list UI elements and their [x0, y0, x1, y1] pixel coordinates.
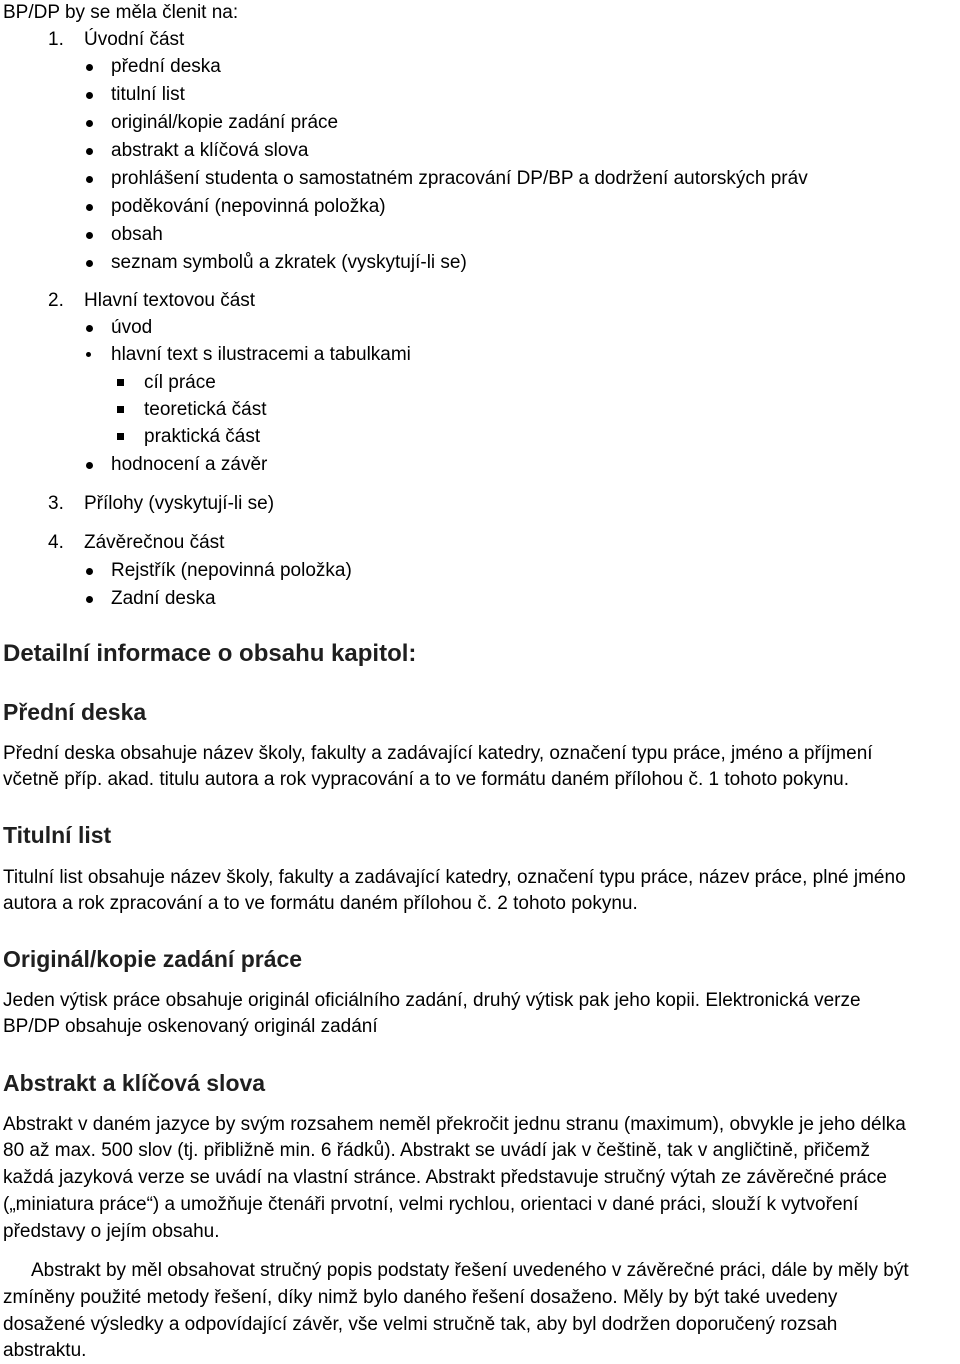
paragraph-line: autora a rok zpracování a to ve formátu daném přílohou č. 2 tohoto pokynu. [3, 893, 638, 914]
bullet-icon [86, 232, 93, 239]
paragraph-line: Přední deska obsahuje název školy, fakulty a zadávající katedry, označení typu práce, jméno a příjmení [3, 743, 873, 764]
section-title: Závěrečnou část [84, 532, 225, 553]
list-item: přední deska [111, 56, 221, 77]
list-item: originál/kopie zadání práce [111, 112, 339, 133]
paragraph-line: 80 až max. 500 slov (tj. přibližně min. 6 řádků). Abstrakt se uvádí jak v češtině, tak v angličtině, přičemž [3, 1140, 870, 1161]
section-heading: Přední deska [3, 699, 147, 725]
list-item: Rejstřík (nepovinná položka) [111, 560, 352, 581]
paragraph-line: Abstrakt by měl obsahovat stručný popis podstaty řešení uvedeného v závěrečné práci, dále by měly být [31, 1260, 909, 1281]
paragraph-line: zmíněny použité metody řešení, díky nimž bylo daného řešení dosaženo. Měly by být také uvedeny [3, 1287, 838, 1308]
square-bullet-icon [117, 433, 124, 440]
paragraph-line: dosažené výsledky a odpovídající závěr, vše velmi stručně tak, aby byl dodržen doporučený rozsah [3, 1314, 838, 1335]
list-item: titulní list [111, 84, 185, 105]
bullet-icon [86, 596, 93, 603]
section-heading: Originál/kopie zadání práce [3, 946, 303, 972]
section-number: 3. [48, 493, 64, 514]
bullet-icon [86, 325, 93, 332]
section-heading: Abstrakt a klíčová slova [3, 1070, 266, 1096]
list-item: Zadní deska [111, 588, 216, 609]
bullet-icon [86, 204, 93, 211]
bullet-icon [86, 64, 93, 71]
paragraph-line: Abstrakt v daném jazyce by svým rozsahem neměl překročit jednu stranu (maximum), obvykle je jeho délka [3, 1114, 906, 1135]
list-item: úvod [111, 317, 153, 338]
paragraph-line: včetně příp. akad. titulu autora a rok vypracování a to ve formátu daném přílohou č. 1 tohoto pokynu. [3, 769, 849, 790]
bullet-icon [86, 148, 93, 155]
list-item: hodnocení a závěr [111, 454, 268, 475]
section-number: 1. [48, 29, 64, 50]
list-item: obsah [111, 224, 163, 245]
sublist-item: teoretická část [144, 399, 267, 420]
bullet-icon [86, 176, 93, 183]
bullet-icon [86, 92, 93, 99]
section-title: Úvodní část [84, 29, 185, 50]
section-heading: Titulní list [3, 822, 112, 848]
paragraph-line: BP/DP obsahuje oskenovaný originál zadání [3, 1016, 378, 1037]
square-bullet-icon [117, 379, 124, 386]
paragraph-line: každá jazyková verze se uvádí na vlastní stránce. Abstrakt představuje stručný výtah ze závěrečné práce [3, 1167, 887, 1188]
list-item: prohlášení studenta o samostatném zpracování DP/BP a dodržení autorských práv [111, 168, 808, 189]
section-number: 2. [48, 290, 64, 311]
list-item: seznam symbolů a zkratek (vyskytují-li se) [111, 252, 467, 273]
paragraph-line: Titulní list obsahuje název školy, fakulty a zadávající katedry, označení typu práce, název práce, plné jméno [3, 867, 906, 888]
bullet-icon [86, 568, 93, 575]
paragraph-line: abstraktu. [3, 1340, 87, 1361]
paragraph-line: představy o jejím obsahu. [3, 1221, 220, 1242]
paragraph-line: („miniatura práce“) a umožňuje čtenáři prvotní, velmi rychlou, orientaci v dané práci, slouží k vytvoření [3, 1194, 859, 1215]
detail-heading: Detailní informace o obsahu kapitol: [3, 640, 417, 667]
section-number: 4. [48, 532, 64, 553]
section-title: Hlavní textovou část [84, 290, 256, 311]
sublist-item: praktická část [144, 426, 261, 447]
sublist-item: cíl práce [144, 372, 216, 393]
square-bullet-icon [117, 406, 124, 413]
bullet-icon [86, 462, 93, 469]
bullet-icon [86, 352, 91, 357]
bullet-icon [86, 260, 93, 267]
paragraph-line: Jeden výtisk práce obsahuje originál oficiálního zadání, druhý výtisk pak jeho kopii. Elektronická verze [3, 990, 861, 1011]
list-item: hlavní text s ilustracemi a tabulkami [111, 344, 411, 365]
list-item: abstrakt a klíčová slova [111, 140, 309, 161]
intro-text: BP/DP by se měla členit na: [3, 2, 239, 23]
list-item: poděkování (nepovinná položka) [111, 196, 386, 217]
bullet-icon [86, 120, 93, 127]
section-title: Přílohy (vyskytují-li se) [84, 493, 275, 514]
